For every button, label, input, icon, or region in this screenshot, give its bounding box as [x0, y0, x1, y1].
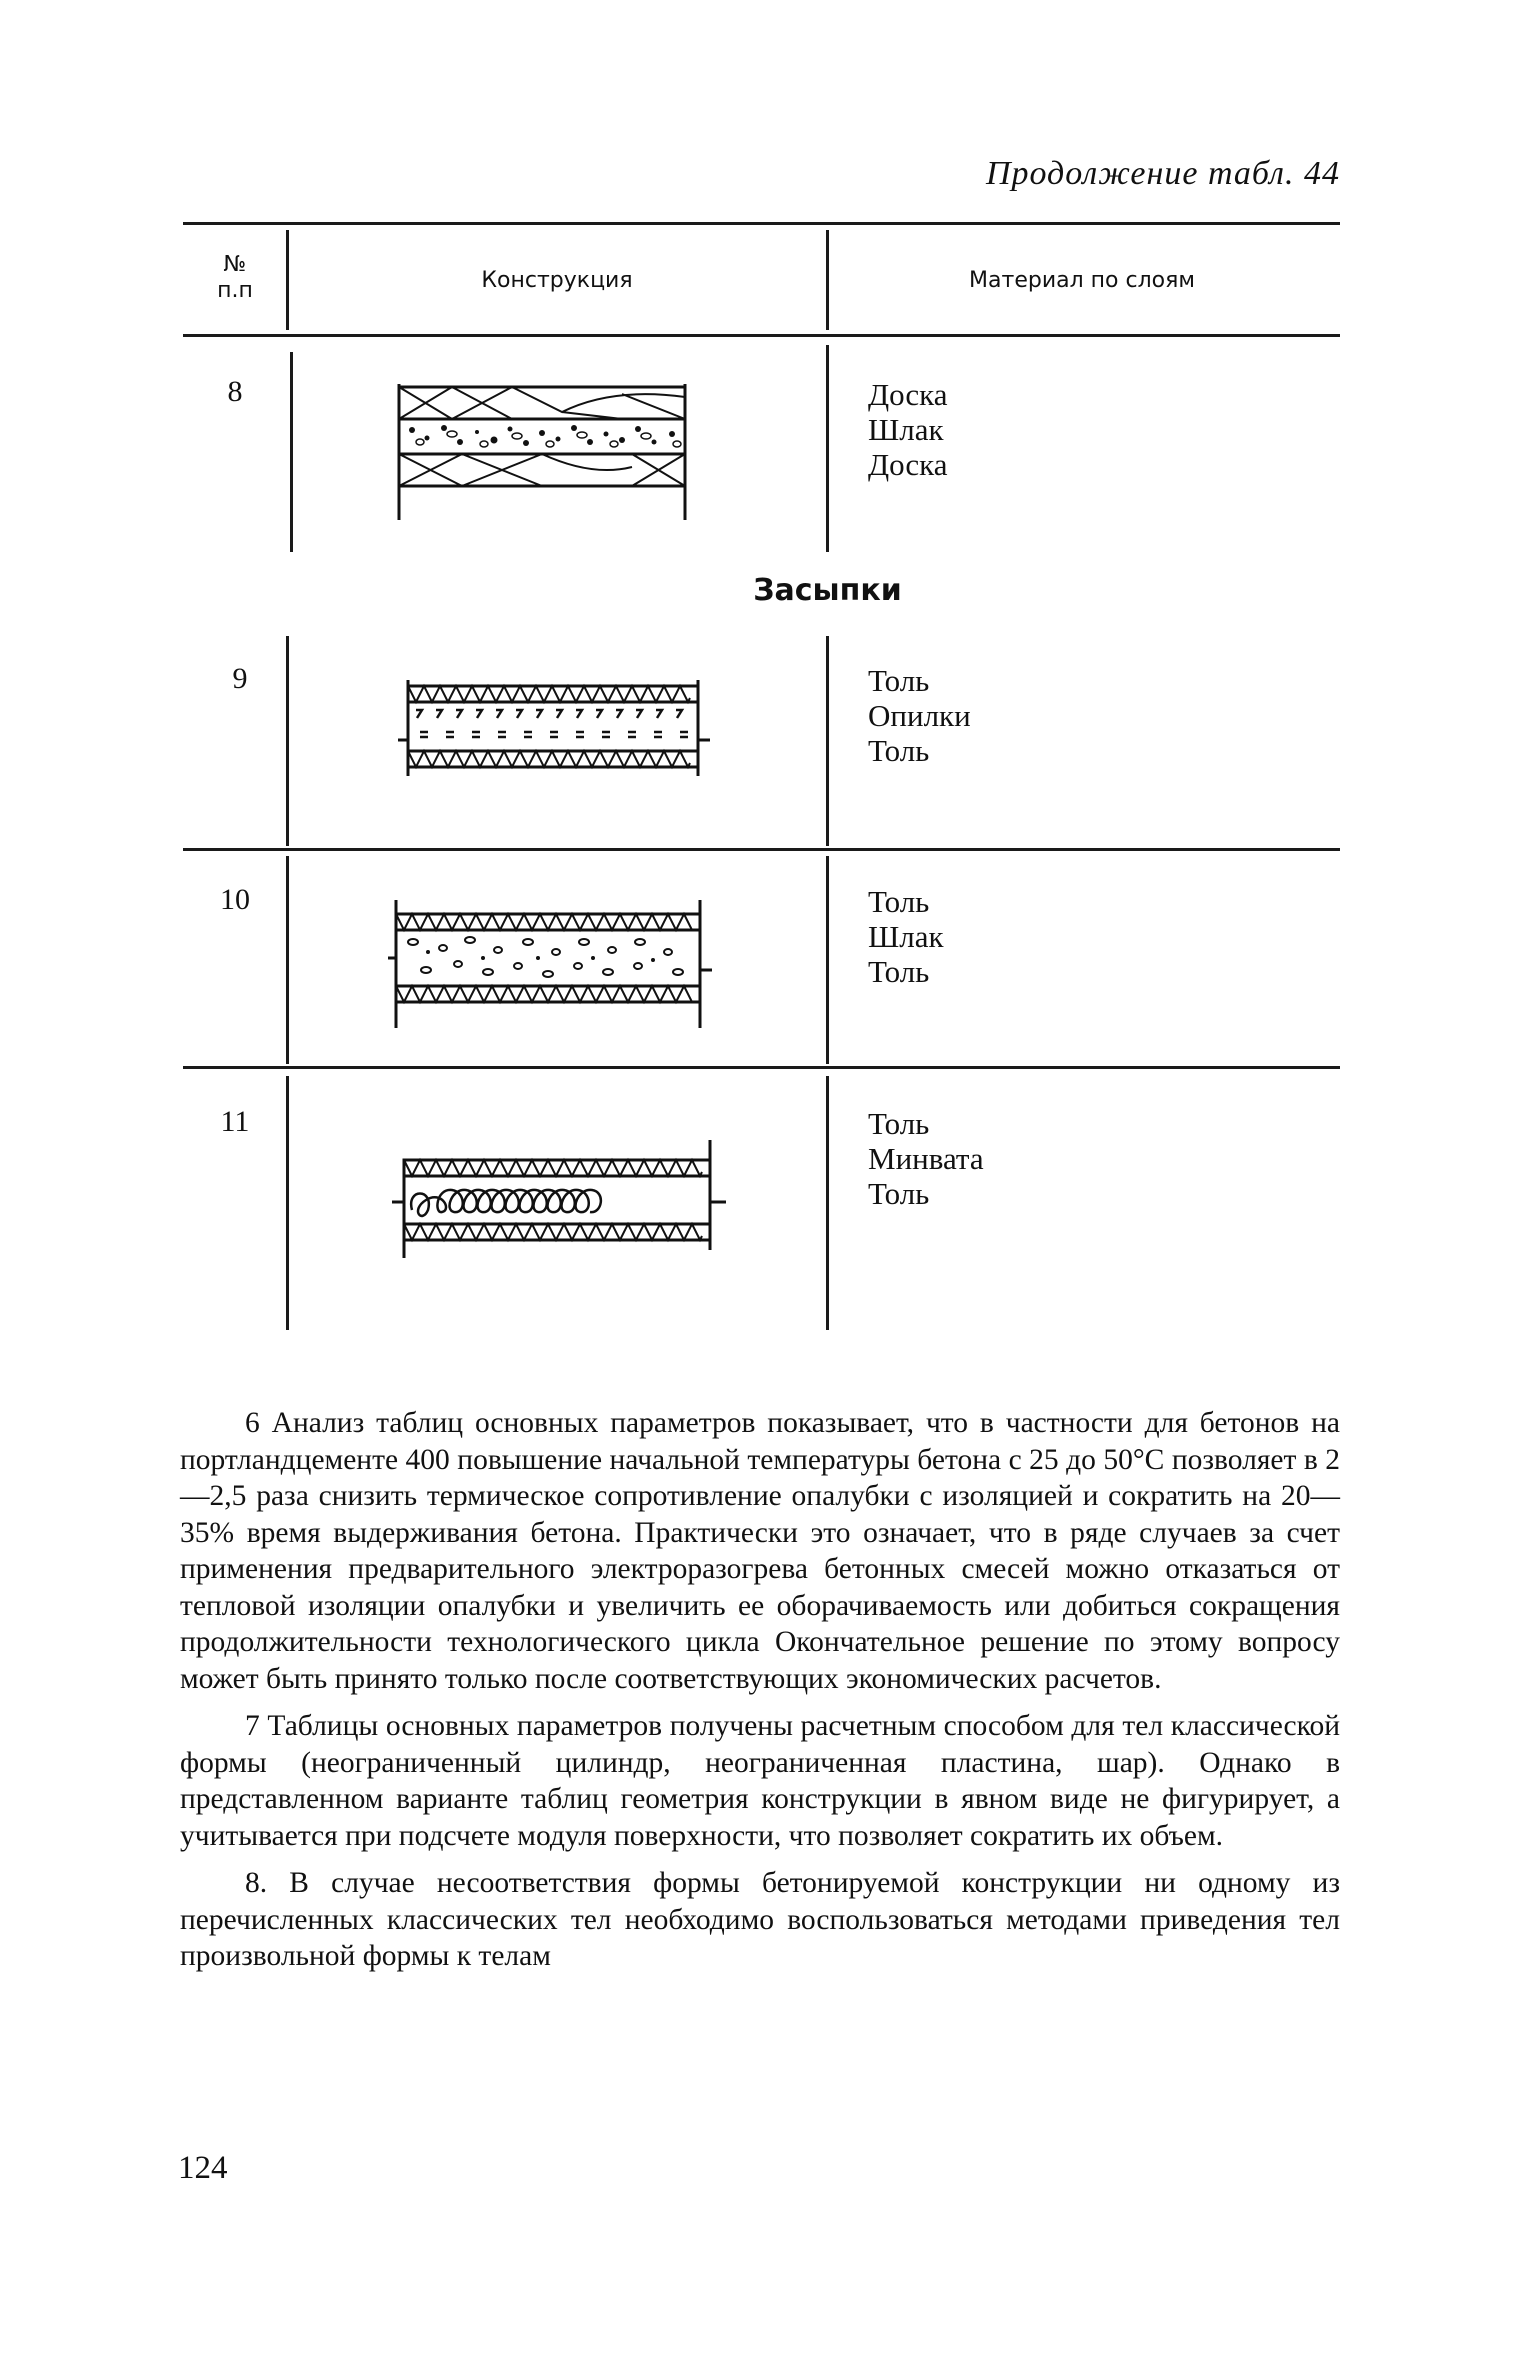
material-layer: Толь [868, 663, 930, 698]
paragraph: 6 Анализ таблиц основных параметров показывает, что в частности для бетонов на портландцементе 400 повышение начальной температуры бетона с 25 до 50°С позволяет в 2—2,5 раза снизить термическое сопротивление опалубки с изоляцией и сократить на 20—35% время выдерживания бетона. Практически это означает, что в ряде случаев за счет применения предварительного электроразогрева бетонных смесей можно отказаться от тепловой изоляции опалубки и увеличить ее оборачиваемость или добиться сокращения продолжительности технологического цикла Окончательное решение по этому вопросу может быть принято только после соответствующих экономических расчетов. [180, 1407, 1340, 1695]
material-list [868, 377, 948, 482]
material-layer: Толь [868, 884, 930, 919]
construction-diagram-board-slag-board [392, 382, 692, 522]
column-rule [286, 856, 289, 1064]
body-text [180, 1405, 1340, 1986]
row-number: 10 [220, 883, 250, 916]
column-rule [826, 636, 829, 846]
material-layer: Доска [868, 447, 948, 482]
column-rule [826, 345, 829, 552]
material-layer: Толь [868, 954, 930, 989]
material-layer: Толь [868, 733, 930, 768]
row-number: 11 [220, 1105, 250, 1138]
paragraph: 7 Таблицы основных параметров получены расчетным способом для тел классической формы (неограниченный цилиндр, неограниченная пластина, шар). Однако в представленном варианте таблиц геометрия конструкции в явном виде не фигурирует, а учитывается при подсчете модуля поверхности, что позволяет сократить их объем. [180, 1710, 1340, 1852]
column-rule [286, 230, 289, 330]
material-layer: Шлак [868, 412, 944, 447]
row-separator [183, 1066, 1340, 1069]
material-layer: Толь [868, 1176, 930, 1211]
column-rule [826, 1076, 829, 1330]
page-number: 124 [178, 2150, 228, 2186]
table-caption: Продолжение табл. 44 [985, 155, 1340, 192]
column-rule [826, 856, 829, 1064]
paragraph: 8. В случае несоответствия формы бетонируемой конструкции ни одному из перечисленных классических тел необходимо воспользоваться методами приведения тел произвольной формы к телам [180, 1867, 1340, 1972]
column-rule [286, 1076, 289, 1330]
material-layer: Шлак [868, 919, 944, 954]
column-rule [290, 352, 293, 552]
section-title: Засыпки [753, 573, 902, 608]
construction-diagram-tarpaper-sawdust-tarpaper [398, 678, 708, 778]
material-layer: Минвата [868, 1141, 984, 1176]
column-rule [826, 230, 829, 330]
table-top-rule [183, 222, 1340, 225]
header-number: № п.п [217, 252, 253, 303]
construction-diagram-tarpaper-mineral-wool-tarpaper [392, 1140, 737, 1260]
material-layer: Доска [868, 377, 948, 412]
row-separator [183, 848, 1340, 851]
construction-diagram-tarpaper-slag-tarpaper [388, 900, 713, 1030]
material-layer: Толь [868, 1106, 930, 1141]
header-material: Материал по слоям [969, 268, 1195, 293]
material-layer: Опилки [868, 698, 971, 733]
row-number: 8 [227, 375, 243, 408]
table-header-rule [183, 334, 1340, 337]
material-list [868, 663, 971, 768]
header-construction: Конструкция [481, 268, 633, 293]
row-number: 9 [232, 662, 248, 695]
material-list [868, 1106, 984, 1211]
material-list [868, 884, 944, 989]
